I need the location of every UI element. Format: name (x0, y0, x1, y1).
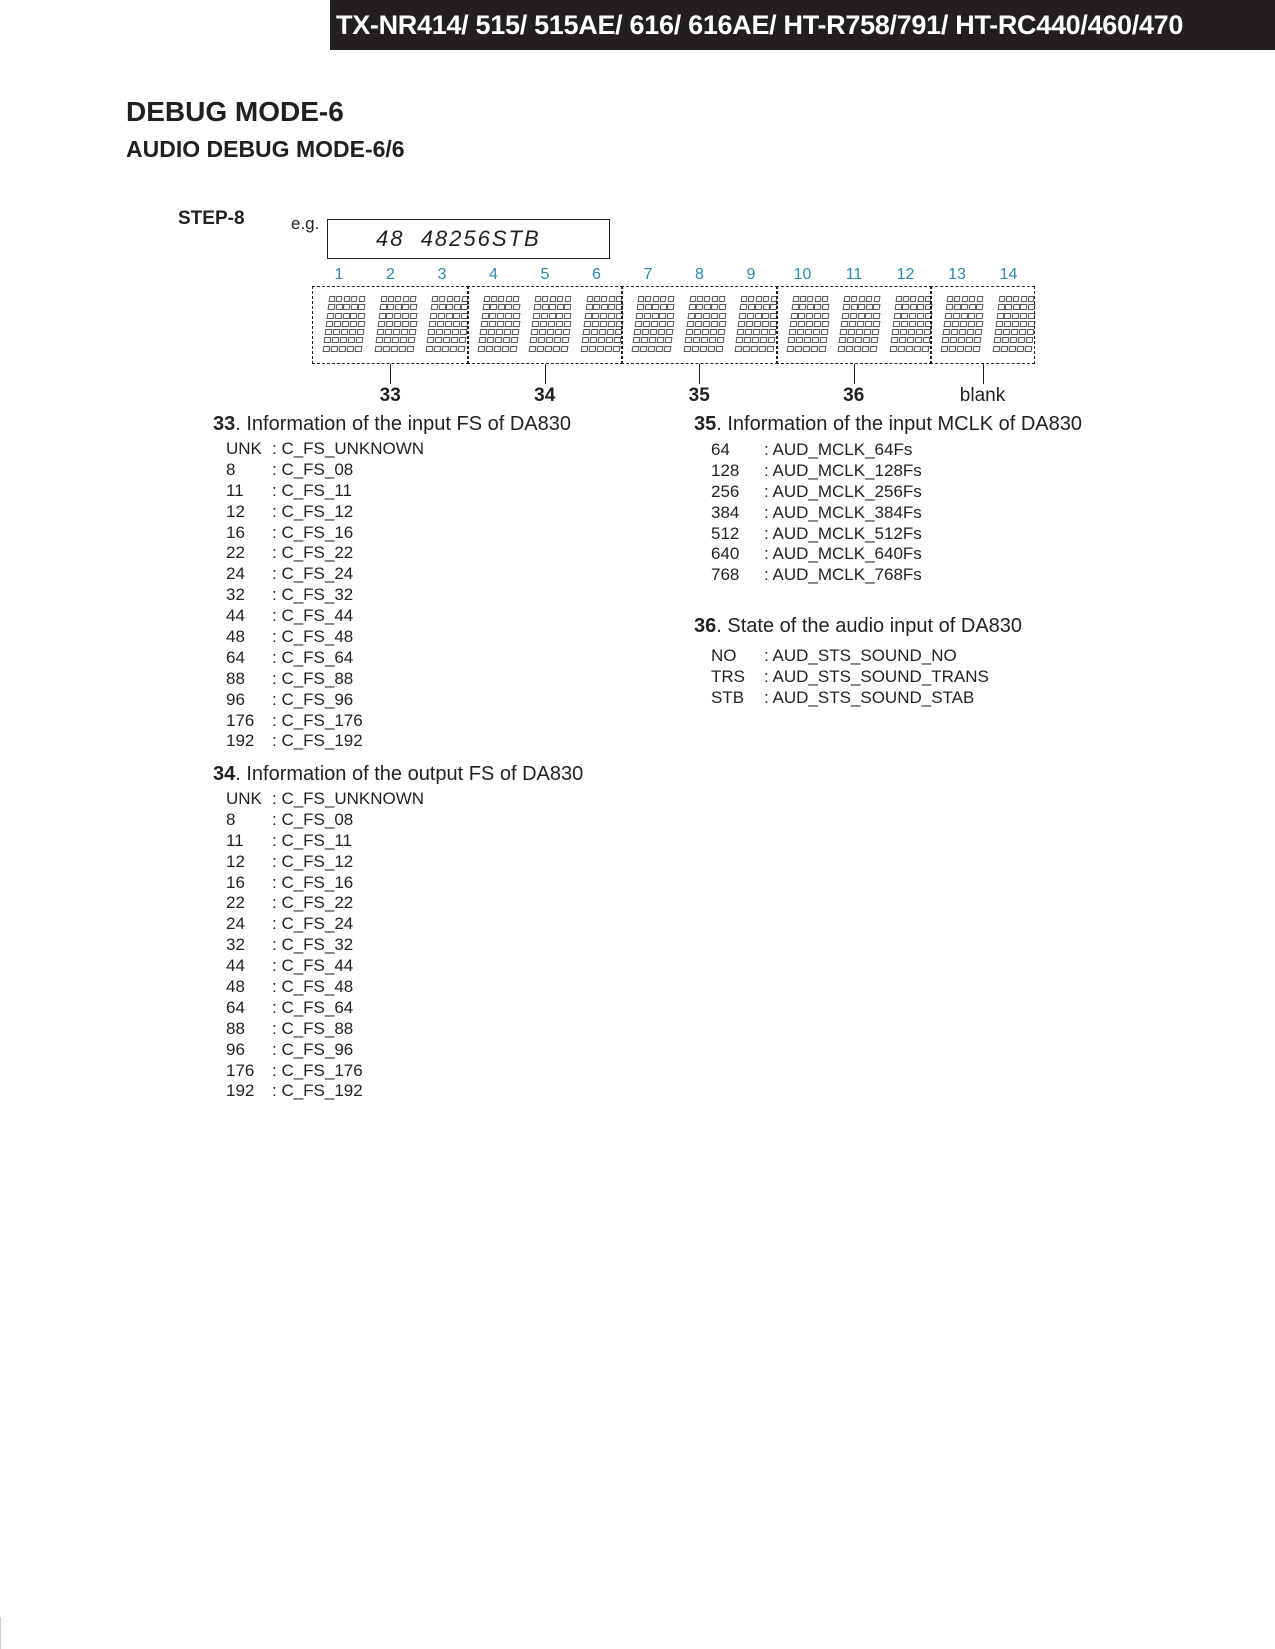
item-code: 12 (226, 501, 245, 521)
list-item (711, 524, 922, 545)
item-code: 32 (226, 935, 245, 955)
section-number: 33 (213, 413, 236, 435)
item-meaning: : C_FS_96 (272, 1039, 354, 1059)
list-item (226, 627, 424, 648)
item-meaning: : AUD_MCLK_256Fs (764, 481, 922, 501)
digit-position-number: 7 (643, 266, 653, 283)
item-code: 8 (226, 459, 236, 479)
group-label: 33 (379, 385, 401, 406)
item-meaning: : C_FS_08 (272, 809, 354, 829)
list-item (711, 646, 989, 667)
group-label: 34 (534, 385, 556, 406)
list-item (226, 831, 424, 852)
digit-group-box (776, 286, 933, 364)
item-meaning: : C_FS_176 (272, 1060, 363, 1080)
digit-group-box (467, 286, 624, 364)
digit-group-box (930, 286, 1035, 364)
item-meaning: : AUD_MCLK_640Fs (764, 544, 922, 564)
list-item (226, 564, 424, 585)
item-meaning: : C_FS_44 (272, 956, 354, 976)
list-item (711, 565, 922, 586)
digit-position-number: 13 (948, 266, 966, 283)
item-meaning: : C_FS_24 (272, 564, 354, 584)
list-item (226, 585, 424, 606)
list-item (226, 669, 424, 690)
list-item (711, 482, 922, 503)
section-35-list (711, 440, 922, 586)
section-title: . State of the audio input of DA830 (716, 615, 1023, 637)
item-code: 32 (226, 585, 245, 605)
item-code: 88 (226, 1018, 245, 1038)
section-33-list (226, 439, 424, 752)
section-35-heading (694, 413, 1082, 436)
item-code: UNK (226, 439, 262, 458)
group-pointer-line (983, 364, 984, 384)
item-code: NO (711, 646, 737, 665)
group-pointer-line (854, 364, 855, 384)
digit-position-number: 8 (695, 266, 704, 283)
item-meaning: : C_FS_32 (272, 935, 354, 955)
list-item (711, 461, 922, 482)
list-item (711, 544, 922, 565)
item-meaning: : C_FS_44 (272, 606, 354, 626)
item-meaning: : C_FS_11 (272, 830, 353, 850)
item-meaning: : C_FS_88 (272, 1018, 354, 1038)
item-code: 8 (226, 809, 236, 829)
example-display-box: 48 48256STB (327, 219, 610, 259)
item-code: 256 (711, 481, 740, 501)
item-code: 22 (226, 543, 245, 563)
item-meaning: : C_FS_UNKNOWN (272, 789, 425, 808)
group-pointer-line (699, 364, 700, 384)
item-meaning: : AUD_MCLK_512Fs (764, 523, 922, 543)
step-label: STEP-8 (178, 208, 245, 229)
list-item (226, 502, 424, 523)
section-number: 35 (694, 413, 717, 435)
section-number: 36 (694, 615, 717, 637)
digit-position-number: 10 (793, 266, 812, 283)
item-code: 96 (226, 689, 245, 709)
item-code: 48 (226, 977, 245, 997)
section-title: . Information of the input MCLK of DA830 (716, 413, 1083, 435)
item-code: 22 (226, 893, 245, 913)
list-item (226, 1019, 424, 1040)
list-item (711, 503, 922, 524)
item-code: STB (711, 687, 745, 707)
list-item (226, 914, 424, 935)
item-meaning: : C_FS_08 (272, 459, 354, 479)
item-meaning: : AUD_STS_SOUND_TRANS (764, 666, 989, 686)
item-meaning: : AUD_MCLK_384Fs (764, 502, 922, 522)
item-code: 64 (226, 997, 245, 1017)
digit-position-number: 14 (999, 266, 1018, 283)
digit-position-number: 1 (334, 266, 344, 283)
item-meaning: : C_FS_192 (272, 731, 363, 751)
item-code: 11 (226, 480, 244, 500)
item-code: 64 (711, 440, 730, 459)
item-meaning: : C_FS_16 (272, 872, 354, 892)
list-item (226, 893, 424, 914)
list-item (226, 956, 424, 977)
item-code: 44 (226, 606, 245, 626)
page-subtitle: AUDIO DEBUG MODE-6/6 (126, 136, 405, 162)
group-pointer-line (390, 364, 391, 384)
list-item (226, 543, 424, 564)
group-label: blank (959, 385, 1006, 406)
list-item (226, 810, 424, 831)
digit-group-box (312, 286, 469, 364)
item-code: 12 (226, 851, 245, 871)
digit-position-number: 3 (437, 266, 447, 283)
list-item (226, 1040, 424, 1061)
list-item (226, 1081, 424, 1102)
item-meaning: : C_FS_192 (272, 1081, 363, 1101)
item-code: 48 (226, 627, 245, 647)
section-34-list (226, 789, 424, 1102)
example-prefix: e.g. (291, 214, 320, 233)
item-meaning: : C_FS_96 (272, 689, 354, 709)
item-meaning: : C_FS_24 (272, 914, 354, 934)
section-title: . Information of the output FS of DA830 (235, 763, 584, 785)
item-code: 24 (226, 914, 245, 934)
item-meaning: : C_FS_48 (272, 977, 354, 997)
list-item (226, 481, 424, 502)
list-item (226, 935, 424, 956)
item-code: 11 (226, 830, 244, 850)
list-item (226, 690, 424, 711)
page-title: DEBUG MODE-6 (126, 96, 344, 127)
item-code: 384 (711, 502, 740, 522)
list-item (226, 731, 424, 752)
section-title: . Information of the input FS of DA830 (235, 413, 571, 435)
item-meaning: : C_FS_64 (272, 647, 354, 667)
list-item (226, 711, 424, 732)
item-code: 176 (226, 710, 255, 730)
group-label: 36 (843, 385, 865, 406)
digit-group-box (621, 286, 778, 364)
group-pointer-line (545, 364, 546, 384)
list-item (711, 440, 922, 461)
list-item (711, 688, 989, 709)
list-item (226, 523, 424, 544)
list-item (226, 998, 424, 1019)
item-code: 16 (226, 872, 245, 892)
item-code: 768 (711, 565, 740, 585)
list-item (226, 977, 424, 998)
item-code: 16 (226, 522, 245, 542)
list-item (226, 789, 424, 810)
item-code: 44 (226, 956, 245, 976)
item-code: 192 (226, 1081, 255, 1101)
list-item (226, 606, 424, 627)
digit-position-number: 12 (896, 266, 915, 283)
item-code: 96 (226, 1039, 245, 1059)
digit-position-number: 9 (746, 266, 756, 283)
item-meaning: : C_FS_64 (272, 997, 354, 1017)
list-item (226, 873, 424, 894)
group-label: 35 (688, 385, 710, 406)
item-meaning: : C_FS_UNKNOWN (272, 439, 425, 458)
section-36-heading (694, 615, 1022, 638)
digit-position-number: 11 (845, 266, 863, 283)
list-item (226, 439, 424, 460)
list-item (226, 852, 424, 873)
item-meaning: : AUD_MCLK_128Fs (764, 460, 922, 480)
section-33-heading (213, 413, 571, 436)
item-meaning: : C_FS_22 (272, 893, 354, 913)
item-meaning: : C_FS_11 (272, 480, 353, 500)
digit-position-number: 2 (386, 266, 395, 283)
item-code: 24 (226, 564, 245, 584)
item-code: 88 (226, 668, 245, 688)
item-meaning: : C_FS_22 (272, 543, 354, 563)
list-item (711, 667, 989, 688)
list-item (226, 648, 424, 669)
digit-position-number: 5 (540, 266, 550, 283)
item-meaning: : AUD_STS_SOUND_STAB (764, 687, 975, 707)
item-code: UNK (226, 789, 262, 808)
item-code: 192 (226, 731, 255, 751)
item-code: 128 (711, 460, 740, 480)
digit-position-number: 6 (592, 266, 601, 283)
item-meaning: : C_FS_12 (272, 501, 354, 521)
item-code: 176 (226, 1060, 255, 1080)
item-meaning: : C_FS_176 (272, 710, 363, 730)
list-item (226, 460, 424, 481)
model-header-bar (330, 0, 1275, 50)
section-34-heading (213, 763, 583, 786)
section-36-list (711, 646, 989, 709)
item-meaning: : C_FS_12 (272, 851, 354, 871)
item-meaning: : AUD_STS_SOUND_NO (764, 646, 957, 665)
item-code: 640 (711, 544, 740, 564)
item-code: 512 (711, 523, 740, 543)
item-meaning: : AUD_MCLK_768Fs (764, 565, 922, 585)
digit-position-number: 4 (489, 266, 498, 283)
item-meaning: : C_FS_48 (272, 627, 354, 647)
item-meaning: : C_FS_32 (272, 585, 354, 605)
section-number: 34 (213, 763, 236, 785)
item-code: TRS (711, 666, 745, 686)
model-title: TX-NR414/ 515/ 515AE/ 616/ 616AE/ HT-R758/791/ HT-RC440/460/470 (336, 10, 1184, 40)
item-meaning: : C_FS_88 (272, 668, 354, 688)
page-edge-mark (0, 1617, 1, 1649)
item-meaning: : AUD_MCLK_64Fs (764, 440, 913, 459)
item-code: 64 (226, 647, 245, 667)
list-item (226, 1061, 424, 1082)
item-meaning: : C_FS_16 (272, 522, 354, 542)
